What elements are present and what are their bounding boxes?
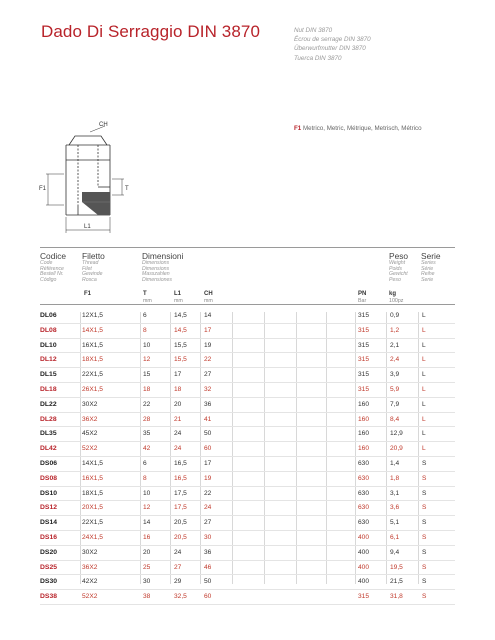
table-row: [40, 575, 455, 590]
cell-thread: 36X2: [82, 415, 98, 423]
cell-l1: 17,5: [174, 489, 187, 497]
cell-l1: 29: [174, 578, 182, 586]
cell-serie: S: [422, 593, 427, 601]
cell-pn: 400: [358, 563, 370, 571]
subheader-ch: CH mm: [204, 291, 213, 304]
cell-l1: 24: [174, 548, 182, 556]
cell-ch: 30: [204, 533, 212, 541]
table-row: [40, 531, 455, 546]
cell-thread: 52X2: [82, 445, 98, 453]
cell-ch: 24: [204, 504, 212, 512]
cell-l1: 20: [174, 400, 182, 408]
cell-serie: S: [422, 548, 427, 556]
cell-thread: 30X2: [82, 400, 98, 408]
cell-ch: 46: [204, 563, 212, 571]
cell-l1: 17: [174, 371, 182, 379]
cell-t: 25: [143, 563, 151, 571]
cell-serie: S: [422, 578, 427, 586]
cell-thread: 12X1,5: [82, 312, 103, 319]
cell-serie: L: [422, 385, 426, 393]
cell-kg: 5,1: [390, 519, 400, 527]
table-row: [40, 324, 455, 339]
cell-thread: 52X2: [82, 593, 98, 601]
cell-code: DL06: [40, 312, 57, 319]
cell-code: DL12: [40, 356, 57, 364]
table-row: [40, 561, 455, 576]
cell-serie: L: [422, 415, 426, 423]
cell-kg: 6,1: [390, 533, 400, 541]
cell-thread: 26X1,5: [82, 385, 103, 393]
cell-ch: 22: [204, 489, 212, 497]
cell-ch: 17: [204, 459, 212, 467]
cell-ch: 32: [204, 385, 212, 393]
cell-t: 22: [143, 400, 151, 408]
table-row: [40, 383, 455, 398]
cell-thread: 42X2: [82, 578, 98, 586]
cell-t: 30: [143, 578, 151, 586]
cell-serie: S: [422, 563, 427, 571]
cell-pn: 630: [358, 459, 370, 467]
cell-pn: 315: [358, 371, 370, 379]
table-row: [40, 442, 455, 457]
cell-code: DS16: [40, 533, 58, 541]
thread-note: [294, 125, 422, 132]
table-row: [40, 398, 455, 413]
cell-pn: 630: [358, 489, 370, 497]
cell-ch: 50: [204, 430, 212, 438]
cell-pn: 400: [358, 548, 370, 556]
cell-l1: 16,5: [174, 474, 187, 482]
cell-serie: L: [422, 400, 426, 408]
cell-t: 38: [143, 593, 151, 601]
cell-kg: 3,9: [390, 371, 400, 379]
subheader-pn: PN Bar: [358, 291, 367, 304]
table-row: [40, 472, 455, 487]
cell-ch: 36: [204, 400, 212, 408]
cell-thread: 45X2: [82, 430, 98, 438]
cell-serie: L: [422, 430, 426, 438]
header-peso: Peso Weight Poids Gewicht Peso: [389, 251, 409, 283]
cell-l1: 15,5: [174, 341, 187, 349]
cell-pn: 400: [358, 533, 370, 541]
nut-technical-drawing: [38, 120, 138, 238]
cell-ch: 17: [204, 326, 212, 334]
cell-t: 35: [143, 430, 151, 438]
table-row: [40, 501, 455, 516]
cell-ch: 60: [204, 445, 212, 453]
cell-l1: 16,5: [174, 459, 187, 467]
cell-serie: S: [422, 489, 427, 497]
cell-code: DS08: [40, 474, 58, 482]
cell-code: DL08: [40, 326, 57, 334]
cell-serie: L: [422, 356, 426, 364]
cell-serie: L: [422, 371, 426, 379]
cell-ch: 19: [204, 474, 212, 482]
cell-serie: S: [422, 459, 427, 467]
cell-thread: 22X1,5: [82, 519, 103, 527]
cell-kg: 9,4: [390, 548, 400, 556]
cell-ch: 41: [204, 415, 212, 423]
cell-ch: 27: [204, 371, 212, 379]
cell-code: DS14: [40, 519, 58, 527]
cell-t: 12: [143, 504, 151, 512]
title-translations: [294, 26, 371, 63]
cell-code: DS12: [40, 504, 58, 512]
translation-de: Überwurfmutter DIN 3870: [294, 45, 366, 53]
cell-thread: 36X2: [82, 563, 98, 571]
cell-pn: 315: [358, 356, 370, 364]
cell-code: DL35: [40, 430, 57, 438]
cell-t: 8: [143, 326, 147, 334]
cell-code: DS25: [40, 563, 58, 571]
cell-pn: 160: [358, 415, 370, 423]
table-row: [40, 546, 455, 561]
cell-kg: 21,5: [390, 578, 403, 586]
cell-pn: 315: [358, 385, 370, 393]
translation-en: Nut DIN 3870: [294, 27, 333, 34]
cell-ch: 27: [204, 519, 212, 527]
cell-t: 12: [143, 356, 151, 364]
cell-code: DL10: [40, 341, 57, 349]
cell-pn: 315: [358, 312, 370, 319]
cell-code: DL22: [40, 400, 57, 408]
subheader-t: T mm: [143, 291, 152, 304]
cell-kg: 12,9: [390, 430, 403, 438]
subheader-kg: kg 100pz: [389, 291, 404, 304]
cell-thread: 30X2: [82, 548, 98, 556]
header-codice: Codice Code Référence Bestell Nr. Código: [40, 251, 67, 283]
table-row: [40, 309, 455, 324]
cell-t: 6: [143, 459, 147, 467]
cell-l1: 14,5: [174, 312, 187, 319]
header-divider: [40, 247, 455, 248]
cell-ch: 19: [204, 341, 212, 349]
translation-fr: Écrou de serrage DIN 3870: [294, 36, 371, 44]
cell-kg: 0,9: [390, 312, 400, 319]
cell-pn: 160: [358, 430, 370, 438]
cell-l1: 14,5: [174, 326, 187, 334]
cell-t: 16: [143, 533, 151, 541]
cell-l1: 24: [174, 445, 182, 453]
cell-ch: 36: [204, 548, 212, 556]
cell-serie: L: [422, 341, 426, 349]
table-row: [40, 339, 455, 354]
cell-l1: 18: [174, 385, 182, 393]
cell-kg: 20,9: [390, 445, 403, 453]
cell-serie: L: [422, 326, 426, 334]
cell-thread: 16X1,5: [82, 474, 103, 482]
cell-ch: 22: [204, 356, 212, 364]
cell-serie: L: [422, 312, 426, 319]
f1-dimension-label: F1: [39, 186, 47, 192]
cell-kg: 5,9: [390, 385, 400, 393]
cell-l1: 32,5: [174, 593, 187, 601]
cell-thread: 16X1,5: [82, 341, 103, 349]
cell-kg: 3,6: [390, 504, 400, 512]
table-row: [40, 413, 455, 428]
cell-t: 8: [143, 474, 147, 482]
cell-code: DS10: [40, 489, 58, 497]
cell-t: 28: [143, 415, 151, 423]
cell-thread: 22X1,5: [82, 371, 103, 379]
cell-kg: 1,4: [390, 459, 400, 467]
cell-code: DS30: [40, 578, 58, 586]
cell-pn: 315: [358, 326, 370, 334]
header-filetto: Filetto Thread Filet Gewinde Rosca: [82, 251, 105, 283]
cell-kg: 19,5: [390, 563, 403, 571]
cell-t: 6: [143, 312, 147, 319]
page-title: Dado Di Serraggio DIN 3870: [41, 22, 260, 41]
l1-dimension-label: L1: [84, 224, 91, 230]
subheader-l1: L1 mm: [174, 291, 183, 304]
cell-t: 18: [143, 385, 151, 393]
cell-serie: S: [422, 504, 427, 512]
cell-serie: S: [422, 533, 427, 541]
subheader-f1: F1: [84, 291, 92, 297]
cell-kg: 31,8: [390, 593, 403, 601]
cell-pn: 630: [358, 504, 370, 512]
cell-serie: L: [422, 445, 426, 453]
cell-t: 15: [143, 371, 151, 379]
table-row: [40, 516, 455, 531]
cell-kg: 2,1: [390, 341, 400, 349]
table-row: [40, 590, 455, 605]
header-serie: Serie Series Série Reihe Serie: [421, 251, 441, 283]
cell-code: DL42: [40, 445, 57, 453]
cell-t: 10: [143, 489, 151, 497]
cell-code: DL18: [40, 385, 57, 393]
header-dimensioni: Dimensioni Dimensions Dimensions Masszahlen Dimensiones: [142, 251, 184, 283]
cell-t: 14: [143, 519, 151, 527]
cell-code: DS06: [40, 459, 58, 467]
thread-note-key: F1: [294, 125, 302, 132]
cell-pn: 315: [358, 341, 370, 349]
cell-pn: 400: [358, 578, 370, 586]
cell-kg: 8,4: [390, 415, 400, 423]
cell-l1: 17,5: [174, 504, 187, 512]
cell-code: DS38: [40, 593, 58, 601]
cell-t: 42: [143, 445, 151, 453]
table-row: [40, 427, 455, 442]
cell-thread: 20X1,5: [82, 504, 103, 512]
cell-thread: 18X1,5: [82, 489, 103, 497]
cell-code: DL15: [40, 371, 57, 379]
cell-pn: 630: [358, 474, 370, 482]
cell-l1: 21: [174, 415, 182, 423]
table-row: [40, 353, 455, 368]
ch-dimension-label: CH: [99, 122, 108, 128]
cell-code: DS20: [40, 548, 58, 556]
cell-l1: 24: [174, 430, 182, 438]
nut-table-body: [40, 309, 455, 605]
cell-pn: 160: [358, 445, 370, 453]
cell-pn: 160: [358, 400, 370, 408]
subheader-divider: [40, 304, 455, 305]
cell-code: DL28: [40, 415, 57, 423]
cell-serie: S: [422, 474, 427, 482]
thread-note-text: Metrico, Metric, Métrique, Metrisch, Métrico: [302, 125, 422, 132]
cell-kg: 1,2: [390, 326, 400, 334]
cell-serie: S: [422, 519, 427, 527]
cell-l1: 20,5: [174, 519, 187, 527]
table-row: [40, 368, 455, 383]
cell-kg: 7,9: [390, 400, 400, 408]
cell-kg: 1,8: [390, 474, 400, 482]
cell-pn: 630: [358, 519, 370, 527]
cell-l1: 20,5: [174, 533, 187, 541]
cell-l1: 27: [174, 563, 182, 571]
cell-ch: 14: [204, 312, 212, 319]
cell-kg: 2,4: [390, 356, 400, 364]
cell-thread: 14X1,5: [82, 459, 103, 467]
cell-pn: 315: [358, 593, 370, 601]
table-row: [40, 487, 455, 502]
table-row: [40, 457, 455, 472]
t-dimension-label: T: [125, 186, 129, 192]
cell-kg: 3,1: [390, 489, 400, 497]
cell-thread: 14X1,5: [82, 326, 103, 334]
cell-ch: 60: [204, 593, 212, 601]
cell-thread: 24X1,5: [82, 533, 103, 541]
cell-t: 10: [143, 341, 151, 349]
cell-l1: 15,5: [174, 356, 187, 364]
cell-thread: 18X1,5: [82, 356, 103, 364]
cell-ch: 50: [204, 578, 212, 586]
cell-t: 20: [143, 548, 151, 556]
translation-es: Tuerca DIN 3870: [294, 54, 342, 62]
